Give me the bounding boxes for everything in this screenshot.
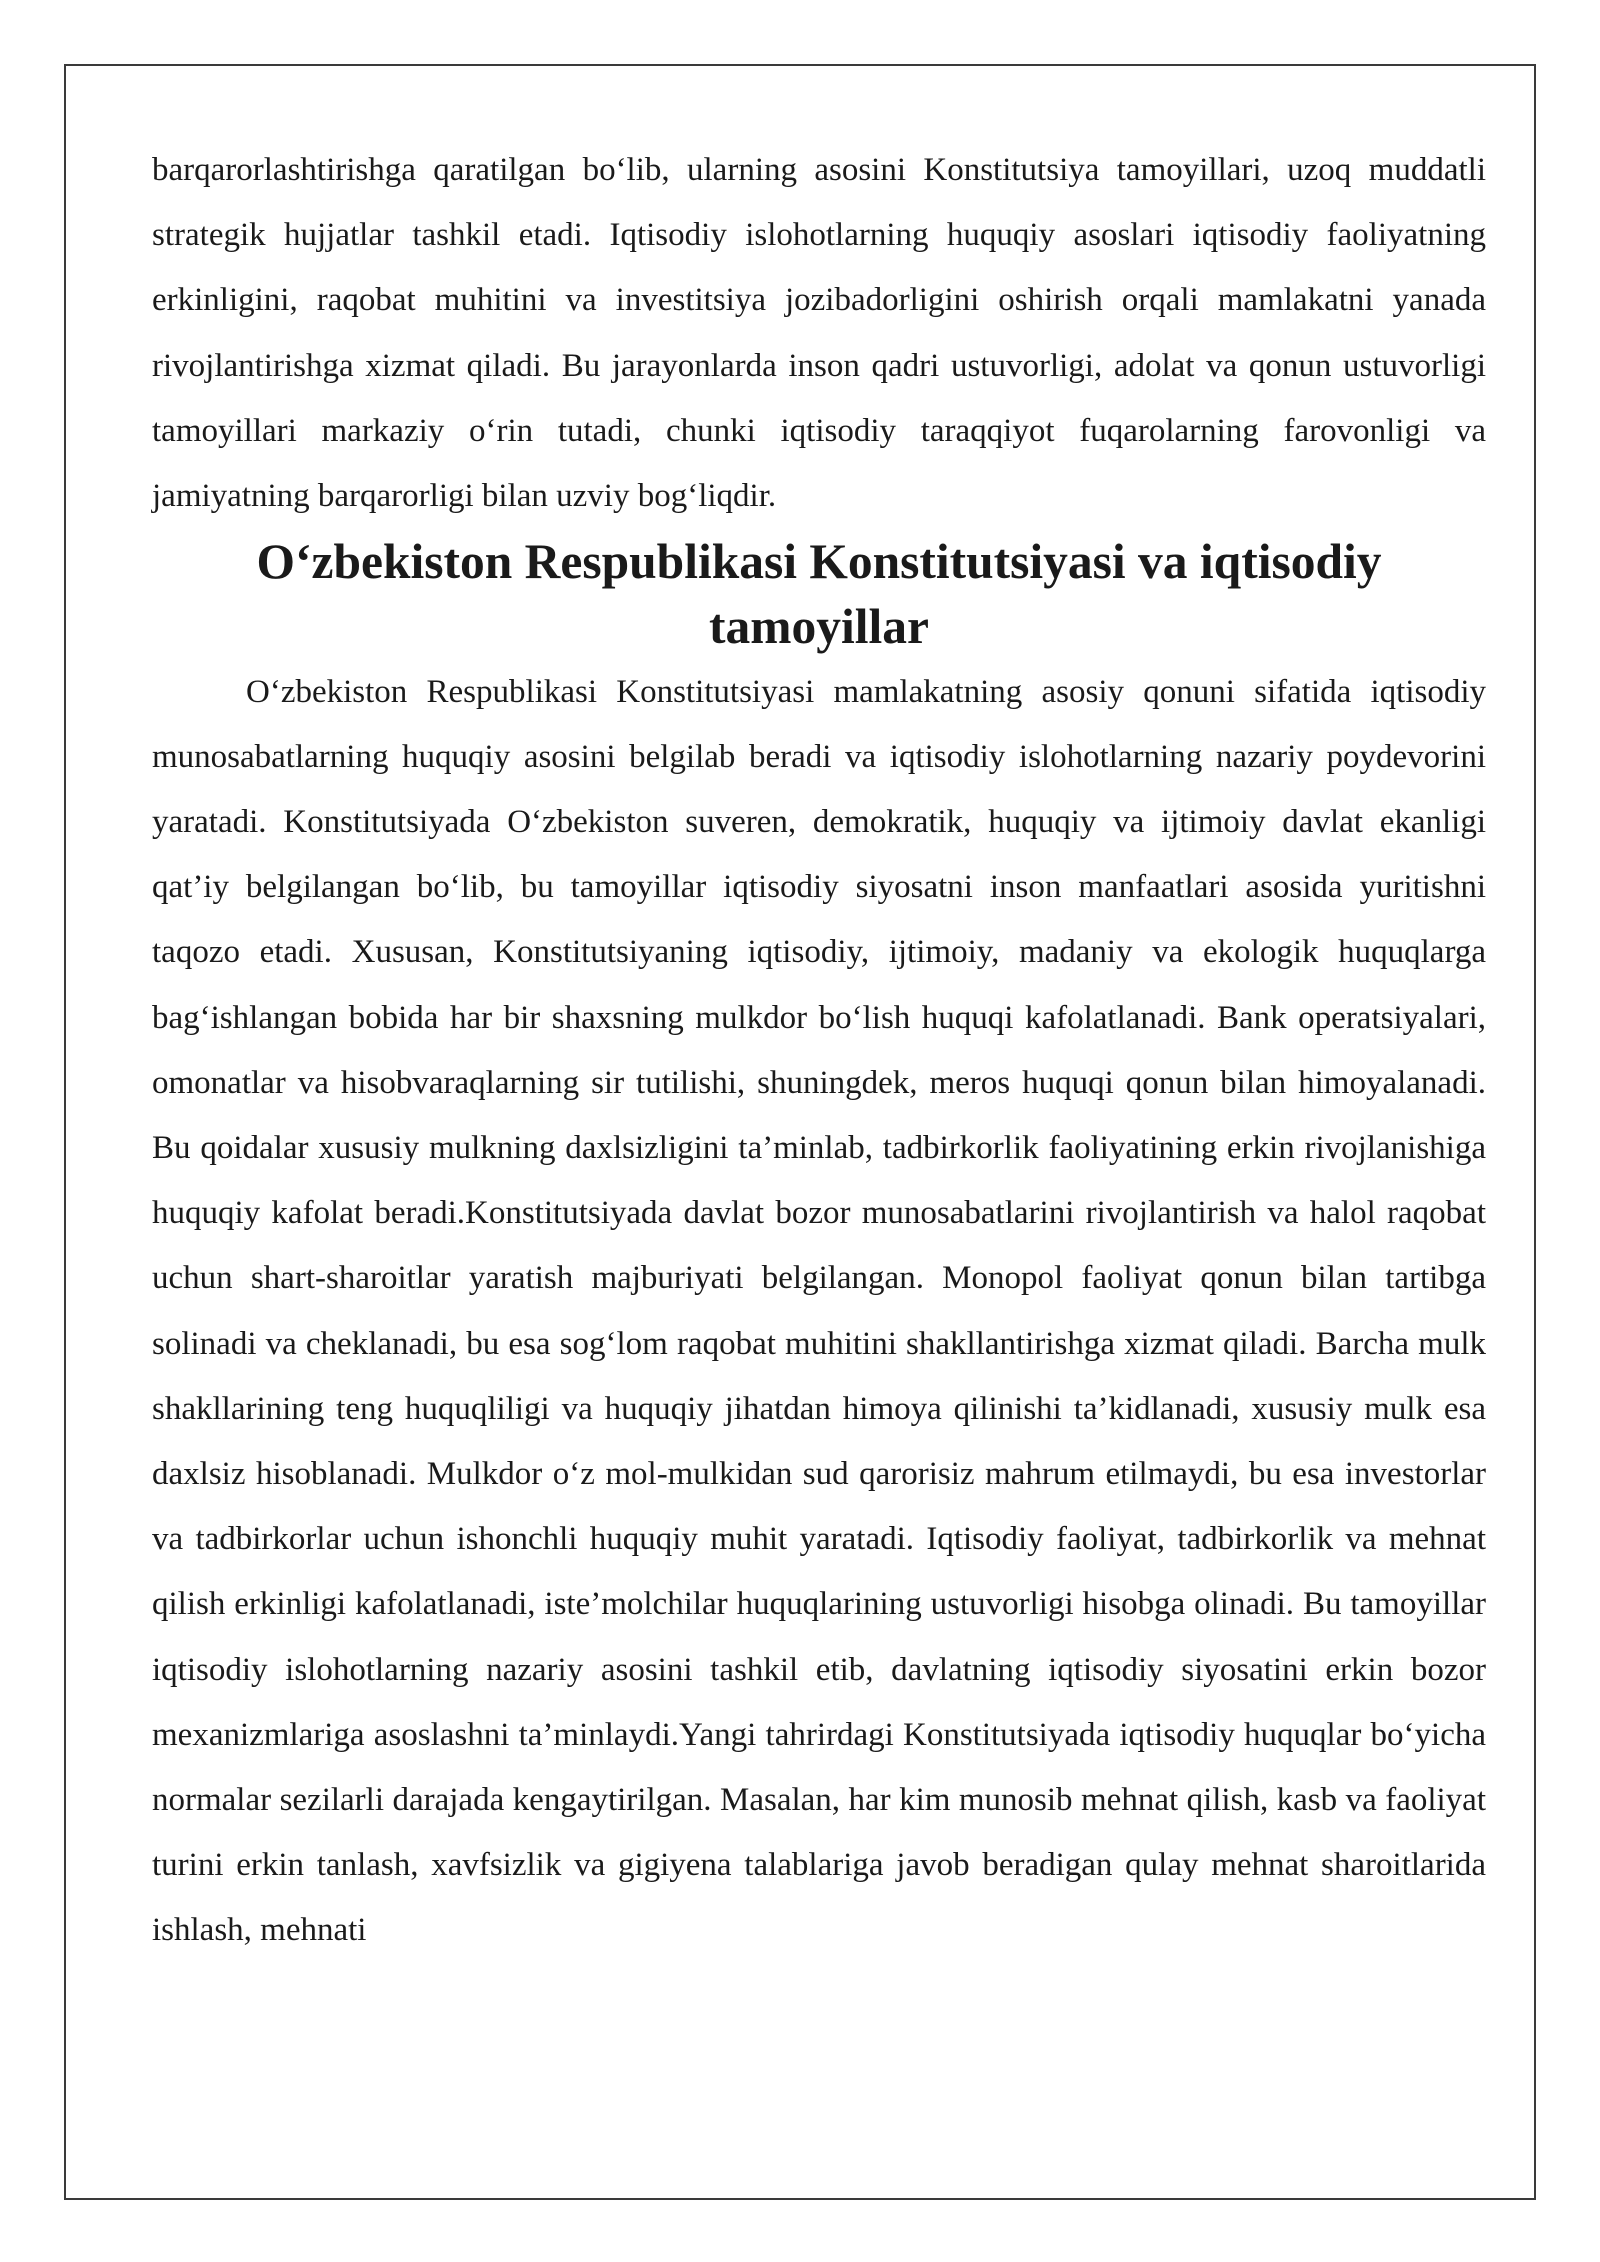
section-heading: O‘zbekiston Respublikasi Konstitutsiyasi va iqtisodiy tamoyillar	[256, 534, 1382, 655]
main-paragraph: O‘zbekiston Respublikasi Konstitutsiyasi mamlakatning asosiy qonuni sifatida iqtisodiy munosabatlarning huquqiy asosini belgilab beradi va iqtisodiy islohotlarning nazariy poydevorini yaratadi. Konstitutsiyada O‘zbekiston suveren, demokratik, huquqiy va ijtimoiy davlat ekanligi qat’iy belgilangan bo‘lib, bu tamoyillar iqtisodiy siyosatni inson manfaatlari asosida yuritishni taqozo etadi. Xususan, Konstitutsiyaning iqtisodiy, ijtimoiy, madaniy va ekologik huquqlarga bag‘ishlangan bobida har bir shaxsning mulkdor bo‘lish huquqi kafolatlanadi. Bank operatsiyalari, omonatlar va hisobvaraqlarning sir tutilishi, shuningdek, meros huquqi qonun bilan himoyalanadi. Bu qoidalar xususiy mulkning daxlsizligini ta’minlab, tadbirkorlik faoliyatining erkin rivojlanishiga huquqiy kafolat beradi.Konstitutsiyada davlat bozor munosabatlarini rivojlantirish va halol raqobat uchun shart-sharoitlar yaratish majburiyati belgilangan. Monopol faoliyat qonun bilan tartibga solinadi va cheklanadi, bu esa sog‘lom raqobat muhitini shakllantirishga xizmat qiladi. Barcha mulk shakllarining teng huquqliligi va huquqiy jihatdan himoya qilinishi ta’kidlanadi, xususiy mulk esa daxlsiz hisoblanadi. Mulkdor o‘z mol-mulkidan sud qarorisiz mahrum etilmaydi, bu esa investorlar va tadbirkorlar uchun ishonchli huquqiy muhit yaratadi. Iqtisodiy faoliyat, tadbirkorlik va mehnat qilish erkinligi kafolatlanadi, iste’molchilar huquqlarining ustuvorligi hisobga olinadi. Bu tamoyillar iqtisodiy islohotlarning nazariy asosini tashkil etib, davlatning iqtisodiy siyosatini erkin bozor mexanizmlariga asoslashni ta’minlaydi.Yangi tahrirdagi Konstitutsiyada iqtisodiy huquqlar bo‘yicha normalar sezilarli darajada kengaytirilgan. Masalan, har kim munosib mehnat qilish, kasb va faoliyat turini erkin tanlash, xavfsizlik va gigiyena talablariga javob beradigan qulay mehnat sharoitlarida ishlash, mehnati	[152, 673, 1486, 1949]
intro-paragraph: barqarorlashtirishga qaratilgan bo‘lib, ularning asosini Konstitutsiya tamoyillari, uzoq muddatli strategik hujjatlar tashkil etadi. Iqtisodiy islohotlarning huquqiy asoslari iqtisodiy faoliyatning erkinligini, raqobat muhitini va investitsiya jozibadorligini oshirish orqali mamlakatni yanada rivojlantirishga xizmat qiladi. Bu jarayonlarda inson qadri ustuvorligi, adolat va qonun ustuvorligi tamoyillari markaziy o‘rin tutadi, chunki iqtisodiy taraqqiyot fuqarolarning farovonligi va jamiyatning barqarorligi bilan uzviy bog‘liqdir.	[152, 152, 1486, 515]
document-body	[152, 138, 1486, 1964]
